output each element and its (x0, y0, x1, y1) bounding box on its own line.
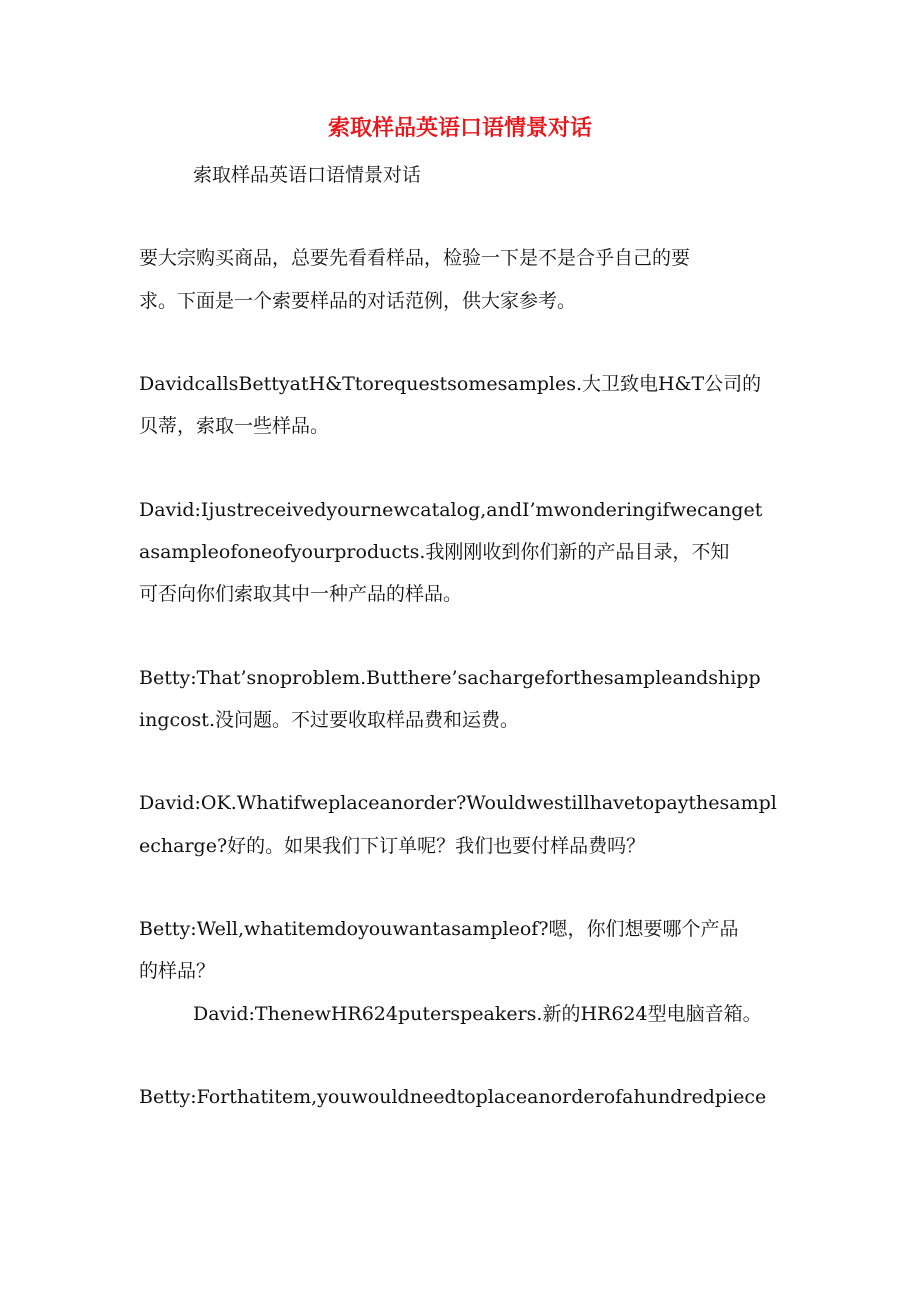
dialogue-david-3-line-1: David:ThenewHR624puterspeakers.新的HR624型电脑音箱。 (193, 1003, 762, 1025)
dialogue-david-1-line-3: 可否向你们索取其中一种产品的样品。 (139, 583, 463, 605)
intro-line-1: 要大宗购买商品，总要先看看样品，检验一下是不是合乎自己的要 (139, 247, 691, 269)
dialogue-david-2-line-2: echarge?好的。如果我们下订单呢？我们也要付样品费吗？ (139, 835, 646, 857)
dialogue-david-1-line-1: David:Ijustreceivedyournewcatalog,andI’mwonderingifwecanget (139, 499, 763, 521)
scene-line-1: DavidcallsBettyatH&Ttorequestsomesamples.大卫致电H&T公司的 (139, 373, 762, 395)
dialogue-betty-1-line-2: ingcost.没问题。不过要收取样品费和运费。 (139, 709, 519, 731)
document-title: 索取样品英语口语情景对话 (327, 115, 592, 141)
dialogue-betty-1-line-1: Betty:That’snoproblem.Butthere’sachargeforthesampleandshipp (139, 667, 761, 689)
document-subtitle: 索取样品英语口语情景对话 (193, 164, 422, 186)
dialogue-betty-2-line-2: 的样品？ (139, 960, 216, 982)
scene-line-2: 贝蒂，索取一些样品。 (139, 415, 330, 437)
intro-line-2: 求。下面是一个索要样品的对话范例，供大家参考。 (139, 290, 577, 312)
dialogue-david-1-line-2: asampleofoneofyourproducts.我刚刚收到你们新的产品目录，不知 (139, 541, 730, 563)
dialogue-betty-3-line-1: Betty:Forthatitem,youwouldneedtoplaceanorderofahundredpiece (139, 1086, 767, 1108)
dialogue-betty-2-line-1: Betty:Well,whatitemdoyouwantasampleof?嗯，你们想要哪个产品 (139, 918, 739, 940)
dialogue-david-2-line-1: David:OK.Whatifweplaceanorder?Wouldwestillhavetopaythesampl (139, 792, 777, 814)
